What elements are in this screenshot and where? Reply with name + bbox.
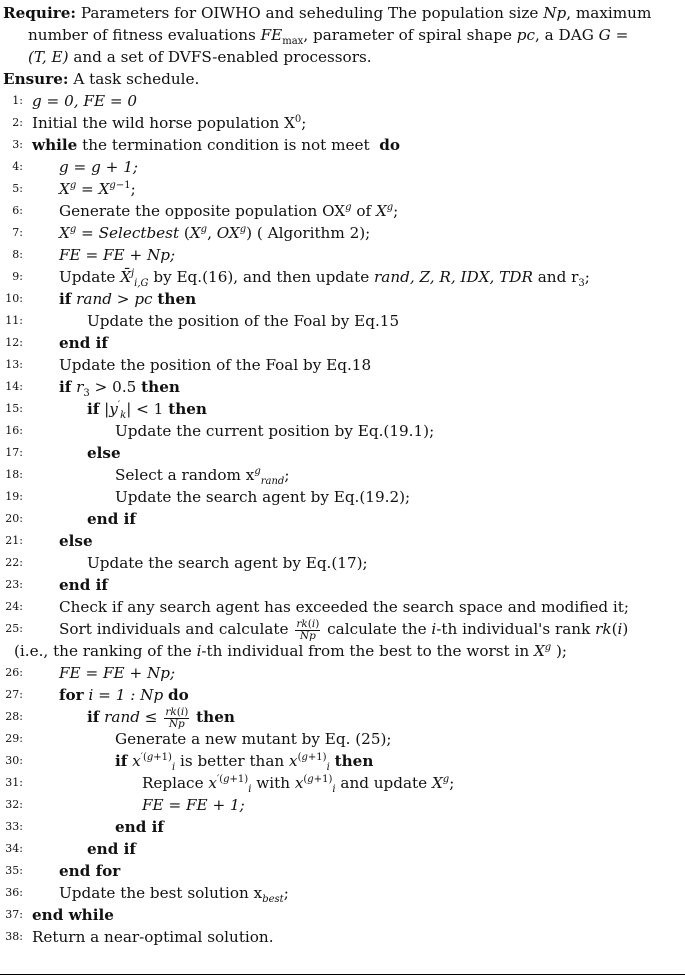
algo-line-20: 20: end if — [5, 510, 136, 528]
algo-line-25-cont: (i.e., the ranking of the i-th individual from the best to the worst in $X^g$ ); — [14, 641, 568, 660]
algo-line-17: 17: else — [5, 444, 121, 462]
algo-line-13: 13: Update the position of the Foal by Eq.18 — [5, 356, 372, 374]
algo-line-37: 37: end while — [5, 906, 114, 924]
algo-line-32: 32: FE = FE + 1; — [5, 796, 245, 814]
algo-line-19: 19: Update the search agent by Eq.(19.2); — [5, 488, 411, 506]
bottom-rule — [0, 974, 685, 975]
algo-line-35: 35: end for — [5, 862, 121, 880]
algo-line-34: 34: end if — [5, 840, 136, 858]
require-line-3: (T, E) and a set of DVFS-enabled processors. — [28, 48, 372, 66]
algo-line-4: 4: g = g + 1; — [12, 158, 138, 176]
algo-line-8: 8: FE = FE + Np; — [12, 246, 176, 264]
algo-line-28: 28: if rand ≤ $\frac{rk(i)}{Np}$ then — [5, 705, 235, 730]
require-label: Require: — [3, 4, 76, 22]
algo-line-24: 24: Check if any search agent has exceeded the search space and modified it; — [5, 598, 629, 616]
algo-line-14: 14: if $r_3 > 0.5$ then — [5, 378, 180, 400]
algo-line-22: 22: Update the search agent by Eq.(17); — [5, 554, 368, 572]
algo-line-5: 5: $X^g = X^{g-1}$; — [12, 179, 136, 198]
ensure-label: Ensure: — [3, 70, 69, 88]
algo-line-38: 38: Return a near-optimal solution. — [5, 928, 274, 946]
algo-line-15: 15: if $|y'_k| < 1$ then — [5, 399, 207, 422]
algo-line-18: 18: Select a random $x^g_{rand}$; — [5, 465, 290, 488]
algo-line-10: 10: if rand > pc then — [5, 290, 197, 308]
algo-line-31: 31: Replace $x^{'(g+1)}_i$ with $x^{(g+1)}_i$ and update $X^g$; — [5, 773, 455, 796]
algo-line-21: 21: else — [5, 532, 93, 550]
algo-line-26: 26: FE = FE + Np; — [5, 664, 176, 682]
algo-line-30: 30: if $x^{'(g+1)}_i$ is better than $x^{(g+1)}_i$ then — [5, 751, 374, 774]
algo-line-27: 27: for i = 1 : Np do — [5, 686, 189, 704]
require-line-2: number of fitness evaluations $FE_{max}$, parameter of spiral shape pc, a DAG G = — [28, 26, 629, 48]
algo-line-25: 25: Sort individuals and calculate $\frac{rk(i)}{Np}$ calculate the i-th individual's rank rk(i) — [5, 617, 629, 642]
algo-line-12: 12: end if — [5, 334, 108, 352]
algo-line-16: 16: Update the current position by Eq.(19.1); — [5, 422, 435, 440]
algo-line-6: 6: Generate the opposite population $OX^g$ of $X^g$; — [12, 201, 399, 220]
algo-line-11: 11: Update the position of the Foal by Eq.15 — [5, 312, 400, 330]
algo-line-9: 9: Update X̄$^j_{i,G}$ by Eq.(16), and then update rand, Z, R, IDX, TDR and $r_3$; — [12, 267, 590, 290]
require-line-1: Require: Parameters for OIWHO and seheduling The population size Np, maximum — [3, 4, 652, 22]
algo-line-29: 29: Generate a new mutant by Eq. (25); — [5, 730, 392, 748]
algo-line-3: 3: while the termination condition is not meet do — [12, 136, 400, 154]
algo-line-7: 7: $X^g$ = Selectbest ($X^g$, $OX^g$) ( Algorithm 2); — [12, 223, 371, 242]
ensure-line: Ensure: A task schedule. — [3, 70, 200, 88]
algo-line-1: 1: g = 0, FE = 0 — [12, 92, 138, 110]
algo-line-36: 36: Update the best solution $x_{best}$; — [5, 884, 289, 906]
algo-line-33: 33: end if — [5, 818, 164, 836]
algo-line-2: 2: Initial the wild horse population $X^0$; — [12, 113, 307, 132]
algo-line-23: 23: end if — [5, 576, 108, 594]
